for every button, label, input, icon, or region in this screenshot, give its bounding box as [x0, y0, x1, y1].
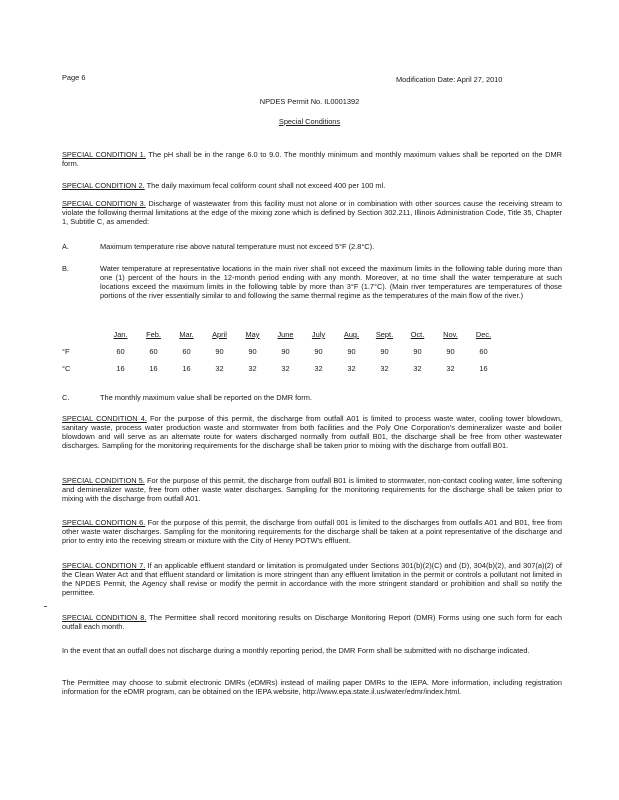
- month-header: Nov.: [443, 330, 458, 339]
- table-cell: 16: [182, 364, 191, 373]
- special-condition-7: [62, 561, 562, 597]
- edmr-paragraph: [62, 678, 562, 696]
- table-cell: 32: [281, 364, 290, 373]
- celsius-row: [62, 364, 500, 381]
- table-cell: 90: [380, 347, 389, 356]
- page-number: Page 6: [62, 73, 86, 82]
- condition-text: For the purpose of this permit, the discharge from outfall 001 is limited to the discharges from outfalls A01 and B01, free from other waste water discharges. Sampling for the monitoring requirements for the discharge shall be taken at a point representative of the discharge and prior to entry into the receiving stream or mixture with the City of Henry POTW's effluent.: [62, 518, 562, 545]
- special-condition-1: [62, 150, 562, 168]
- table-cell: 90: [281, 347, 290, 356]
- condition-label: SPECIAL CONDITION 7.: [62, 561, 146, 570]
- table-cell: 60: [149, 347, 158, 356]
- special-condition-2: [62, 181, 562, 190]
- paragraph-text: The Permittee may choose to submit electronic DMRs (eDMRs) instead of mailing paper DMRs to the IEPA. More information, including registration information for the eDMR program, can be obtained on the IEPA website, http://www.epa.state.il.us/water/edmr/index.html.: [62, 678, 562, 696]
- condition-label: SPECIAL CONDITION 2.: [62, 181, 145, 190]
- item-label: A.: [62, 242, 69, 251]
- table-cell: 32: [413, 364, 422, 373]
- condition-text: The pH shall be in the range 6.0 to 9.0. The monthly minimum and monthly maximum values shall be reported on the DMR form.: [62, 150, 563, 168]
- table-cell: 16: [149, 364, 158, 373]
- condition-label: SPECIAL CONDITION 8.: [62, 613, 147, 622]
- month-header-row: [62, 330, 500, 347]
- table-cell: 32: [380, 364, 389, 373]
- month-header: June: [277, 330, 294, 339]
- special-condition-5: [62, 476, 562, 503]
- special-condition-8: [62, 613, 562, 631]
- condition-text: If an applicable effluent standard or limitation is promulgated under Sections 301(b)(2)(C) and (D), 304(b)(2), and 307(a)(2) of the Clean Water Act and that effluent standard or limitation is more stringent than any effluent limitation in the permit or controls a pollutant not limited in the NPDES Permit, the Agency shall revise or modify the permit in accordance with the more stringent standard or prohibition and shall so notify the permittee.: [62, 561, 562, 597]
- unit-label: °C: [62, 364, 71, 373]
- section-title: Special Conditions: [278, 117, 341, 126]
- table-cell: 16: [479, 364, 488, 373]
- table-cell: 32: [248, 364, 257, 373]
- condition-text: Discharge of wastewater from this facility must not alone or in combination with other sources cause the receiving stream to violate the following thermal limitations at the edge of the mixing zone which is defined by Section 302.211, Illinois Administration Code, Title 35, Chapter 1, Subtitle C, as amended:: [62, 199, 562, 226]
- table-cell: 90: [347, 347, 356, 356]
- special-condition-4: [62, 414, 562, 450]
- table-cell: 16: [116, 364, 125, 373]
- permit-number: NPDES Permit No. IL0001392: [259, 97, 360, 106]
- table-cell: 32: [347, 364, 356, 373]
- table-cell: 32: [314, 364, 323, 373]
- table-cell: 90: [413, 347, 422, 356]
- margin-mark: [44, 606, 47, 607]
- item-label: B.: [62, 264, 69, 273]
- item-label: C.: [62, 393, 70, 402]
- condition-label: SPECIAL CONDITION 6.: [62, 518, 146, 527]
- month-header: May: [245, 330, 260, 339]
- table-cell: 32: [446, 364, 455, 373]
- item-text: Water temperature at representative locations in the main river shall not exceed the maximum limits in the following table during more than one (1) percent of the hours in the 12-month period ending with any month. Moreover, at no time shall the water temperature at such locations exceed the maximum limits in the following table by more than 3°F (1.7°C). (Main river temperatures are temperatures of those portions of the river essentially similar to and following the same thermal regime as the temperatures of the main flow of the river.): [100, 264, 562, 300]
- modification-date: Modification Date: April 27, 2010: [396, 75, 503, 84]
- table-corner: [62, 330, 104, 347]
- month-header: Jan.: [113, 330, 128, 339]
- special-condition-6: [62, 518, 562, 545]
- condition-text: For the purpose of this permit, the discharge from outfall A01 is limited to process waste water, cooling tower blowdown, sanitary waste, process water production waste and stormwater from both facilities and the Poly One Corporation's demineralizer waste and boiler blowdown and will serve as an alternate route for waters discharged normally from outfall B01, the discharge shall be free from other wastewater discharges. Sampling for the monitoring requirements for the discharge shall be taken prior to mixing with the discharge from outfall B01.: [62, 414, 563, 450]
- condition-label: SPECIAL CONDITION 1.: [62, 150, 146, 159]
- paragraph-text: In the event that an outfall does not discharge during a monthly reporting period, the DMR Form shall be submitted with no discharge indicated.: [62, 646, 530, 655]
- table-cell: 32: [215, 364, 224, 373]
- condition-label: SPECIAL CONDITION 5.: [62, 476, 145, 485]
- unit-label: °F: [62, 347, 70, 356]
- table-cell: 90: [215, 347, 224, 356]
- table-cell: 90: [314, 347, 323, 356]
- item-text: The monthly maximum value shall be reported on the DMR form.: [100, 393, 312, 402]
- condition-label: SPECIAL CONDITION 4.: [62, 414, 147, 423]
- table-cell: 60: [116, 347, 125, 356]
- table-cell: 60: [479, 347, 488, 356]
- item-text: Maximum temperature rise above natural temperature must not exceed 5°F (2.8°C).: [100, 242, 375, 251]
- table-cell: 90: [446, 347, 455, 356]
- month-header: Sept.: [375, 330, 394, 339]
- month-header: Aug.: [343, 330, 360, 339]
- table-cell: 90: [248, 347, 257, 356]
- month-header: April: [212, 330, 227, 339]
- fahrenheit-row: [62, 347, 500, 364]
- table-cell: 60: [182, 347, 191, 356]
- no-discharge-paragraph: [62, 646, 562, 655]
- condition-label: SPECIAL CONDITION 3.: [62, 199, 146, 208]
- month-header: Dec.: [475, 330, 492, 339]
- special-condition-3: [62, 199, 562, 226]
- month-header: Oct.: [410, 330, 425, 339]
- temperature-table: [62, 330, 500, 381]
- month-header: July: [311, 330, 326, 339]
- condition-text: The daily maximum fecal coliform count shall not exceed 400 per 100 ml.: [144, 181, 386, 190]
- month-header: Feb.: [146, 330, 161, 339]
- condition-text: The Permittee shall record monitoring results on Discharge Monitoring Report (DMR) Forms using one such form for each outfall each month.: [62, 613, 562, 631]
- month-header: Mar.: [179, 330, 194, 339]
- condition-text: For the purpose of this permit, the discharge from outfall B01 is limited to stormwater, non-contact cooling water, lime softening and demineralizer waste, free from other waste water discharges. Sampling for the monitoring requirements for the discharge shall be taken prior to mixing with the discharge from outfall A01.: [62, 476, 562, 503]
